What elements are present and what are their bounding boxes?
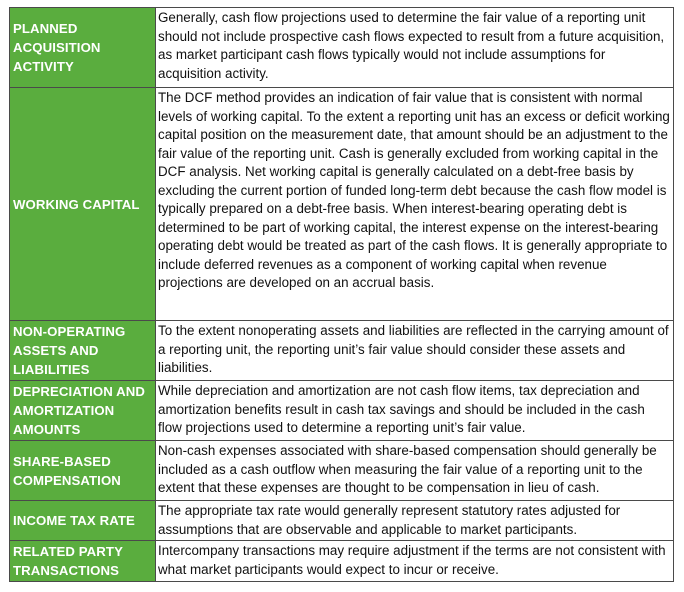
considerations-table-wrapper [9, 7, 674, 582]
row-description: While depreciation and amortization are not cash flow items, tax depreciation and amortization benefits result in cash tax savings and should be included in the cash flow projections used to determine a reporting unit’s fair value. [156, 381, 674, 441]
table-row [10, 541, 674, 582]
considerations-table [9, 7, 674, 582]
row-label: RELATED PARTY TRANSACTIONS [10, 541, 156, 582]
row-description: Intercompany transactions may require adjustment if the terms are not consistent with what market participants would expect to incur or receive. [156, 541, 674, 582]
table-row [10, 381, 674, 441]
row-description: The appropriate tax rate would generally represent statutory rates adjusted for assumptions that are observable and applicable to market participants. [156, 501, 674, 541]
row-description: To the extent nonoperating assets and liabilities are reflected in the carrying amount of a reporting unit, the reporting unit’s fair value should consider these assets and liabilities. [156, 321, 674, 381]
table-row [10, 8, 674, 88]
row-description: Non-cash expenses associated with share-based compensation should generally be included as a cash outflow when measuring the fair value of a reporting unit to the extent that these expenses are thought to be compensation in lieu of cash. [156, 441, 674, 501]
row-label: WORKING CAPITAL [10, 88, 156, 321]
table-row [10, 321, 674, 381]
row-label: DEPRECIATION AND AMORTIZATION AMOUNTS [10, 381, 156, 441]
row-label: NON-OPERATING ASSETS AND LIABILITIES [10, 321, 156, 381]
row-label: PLANNED ACQUISITION ACTIVITY [10, 8, 156, 88]
table-row [10, 501, 674, 541]
row-label: INCOME TAX RATE [10, 501, 156, 541]
row-description: The DCF method provides an indication of fair value that is consistent with normal levels of working capital. To the extent a reporting unit has an excess or deficit working capital position on the measurement date, that amount should be an adjustment to the fair value of the reporting unit. Cash is generally excluded from working capital in the DCF analysis. Net working capital is generally calculated on a debt-free basis by excluding the current portion of funded long-term debt because the cash flow model is typically prepared on a debt-free basis. When interest-bearing operating debt is determined to be part of working capital, the interest expense on the interest-bearing operating debt would be treated as part of the cash flows. It is generally appropriate to include deferred revenues as a component of working capital when revenue projections are developed on an accrual basis. [156, 88, 674, 321]
table-row [10, 441, 674, 501]
table-row [10, 88, 674, 321]
row-description: Generally, cash flow projections used to determine the fair value of a reporting unit should not include prospective cash flows expected to result from a future acquisition, as market participant cash flows typically would not include assumptions for acquisition activity. [156, 8, 674, 88]
row-label: SHARE-BASED COMPENSATION [10, 441, 156, 501]
